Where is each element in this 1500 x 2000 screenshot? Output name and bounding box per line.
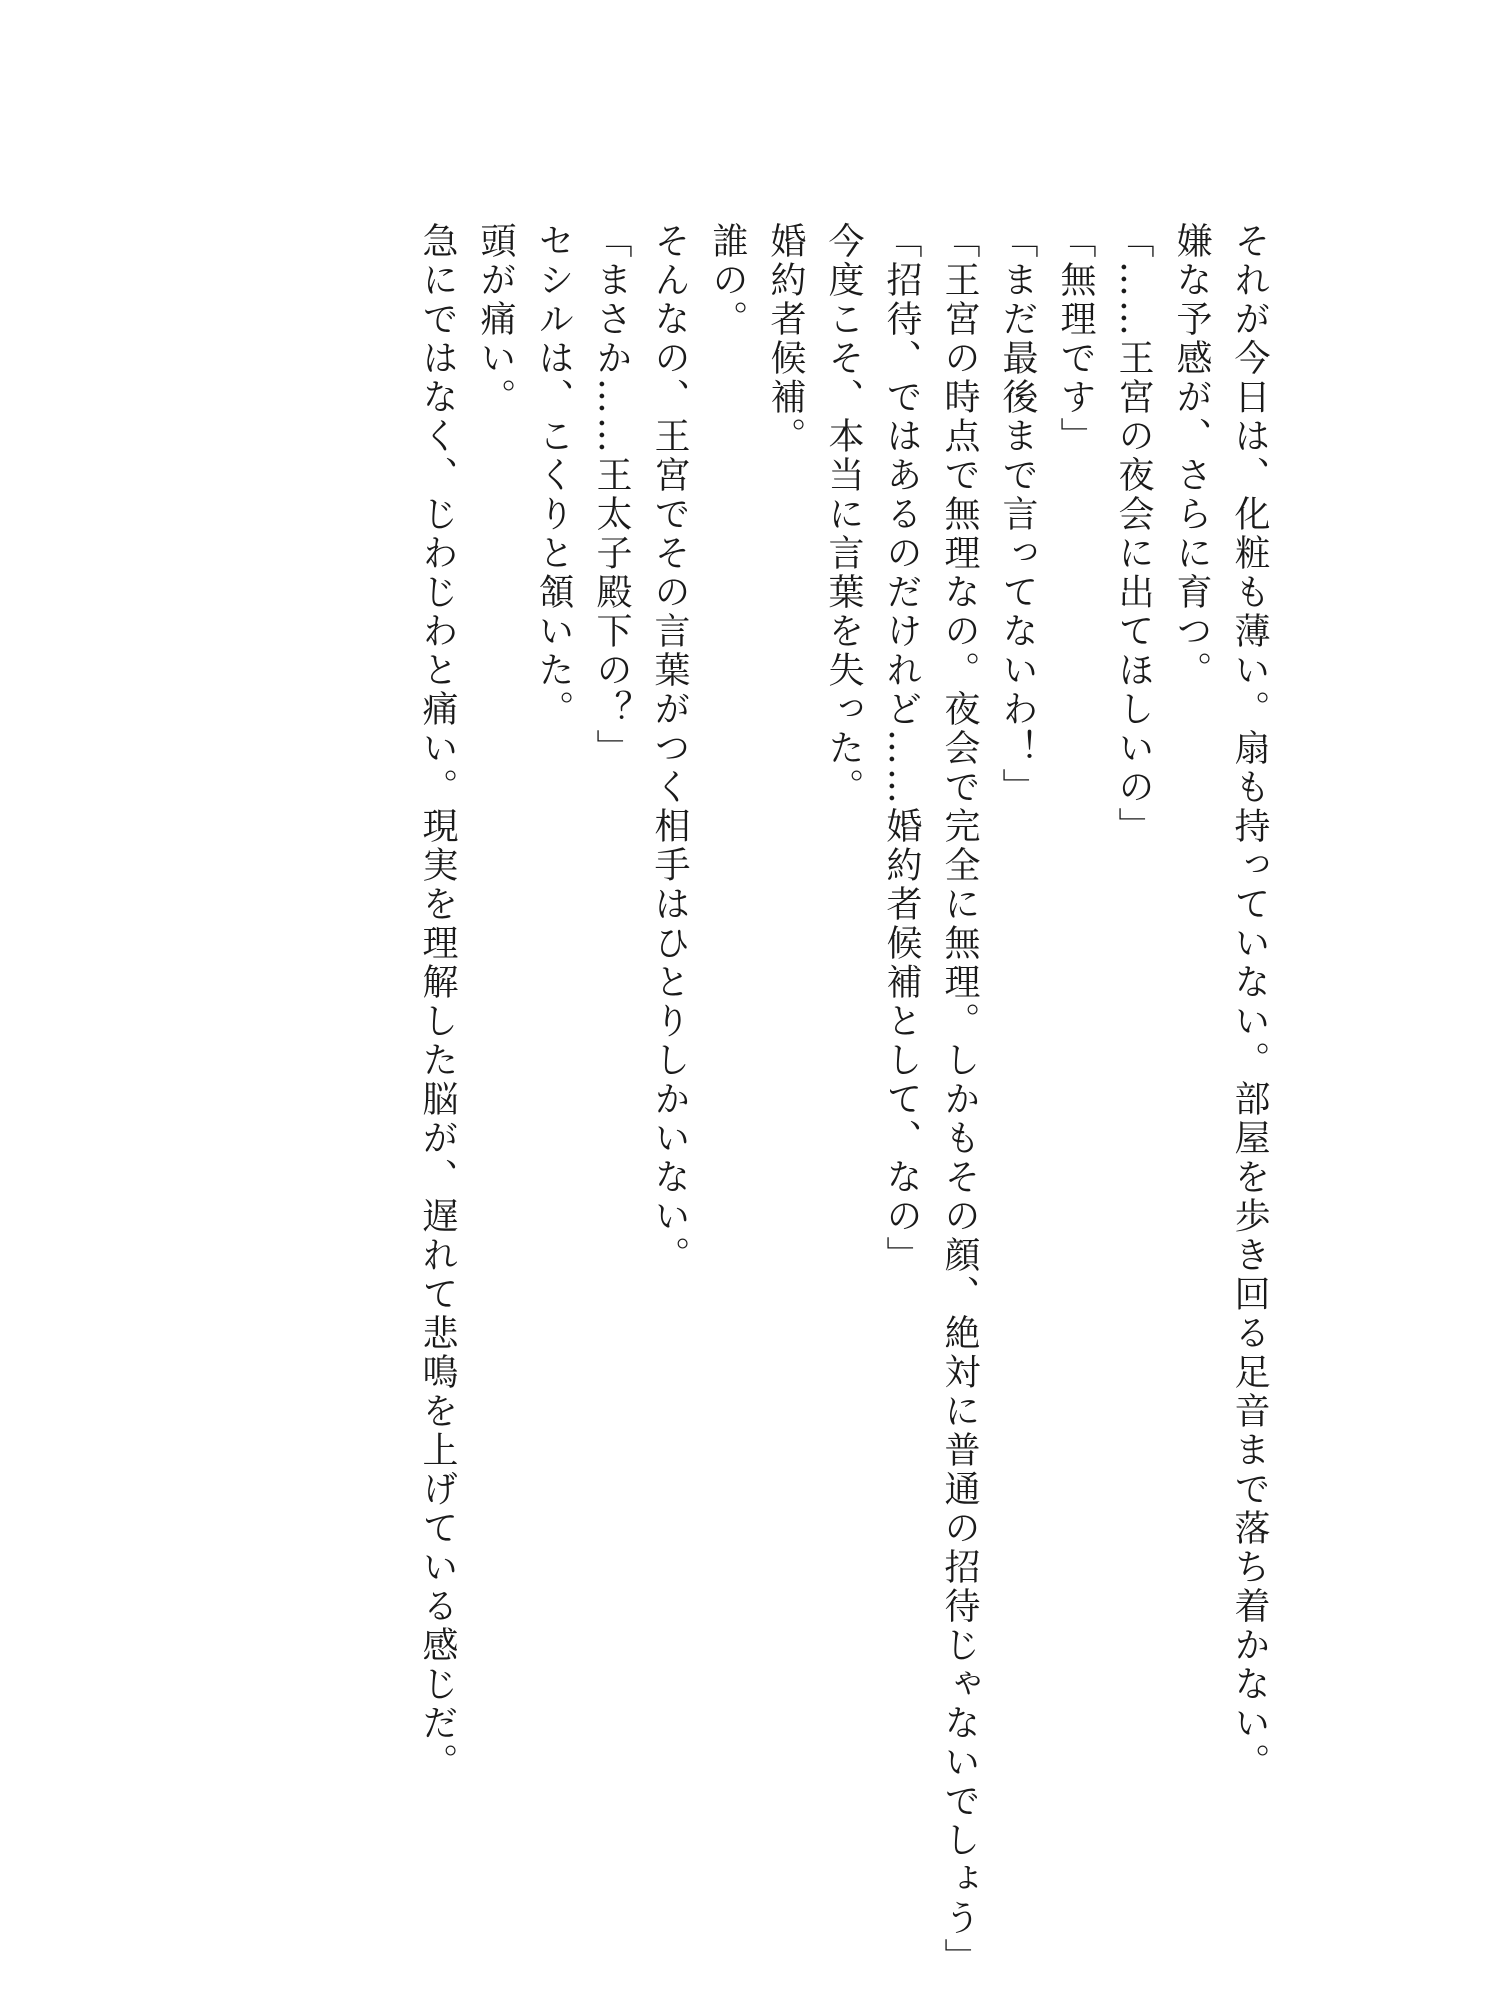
- text-line: 今度こそ、本当に言葉を失った。: [823, 222, 864, 807]
- text-line: 「招待、ではあるのだけれど……婚約者候補として、なの」: [881, 222, 922, 1275]
- text-line: セシルは、こくりと頷いた。: [533, 222, 574, 729]
- text-line: 嫌な予感が、さらに育つ。: [1171, 222, 1212, 690]
- text-line: 「まさか……王太子殿下の？」: [591, 222, 632, 768]
- text-line: 「……王宮の夜会に出てほしいの」: [1113, 222, 1154, 846]
- text-line: 婚約者候補。: [765, 222, 806, 456]
- text-line: 「王宮の時点で無理なの。夜会で完全に無理。しかもその顔、絶対に普通の招待じゃないでしょう」: [939, 222, 980, 1977]
- vertical-text-body: [408, 222, 1278, 1977]
- text-line: それが今日は、化粧も薄い。扇も持っていない。部屋を歩き回る足音まで落ち着かない。: [1229, 222, 1270, 1782]
- text-line: 「まだ最後まで言ってないわ！」: [997, 222, 1038, 807]
- text-line: 「無理です」: [1055, 222, 1096, 456]
- text-line: 誰の。: [707, 222, 748, 339]
- text-line: 頭が痛い。: [475, 222, 516, 417]
- text-line: そんなの、王宮でその言葉がつく相手はひとりしかいない。: [649, 222, 690, 1275]
- text-line: 急にではなく、じわじわと痛い。現実を理解した脳が、遅れて悲鳴を上げている感じだ。: [417, 222, 458, 1782]
